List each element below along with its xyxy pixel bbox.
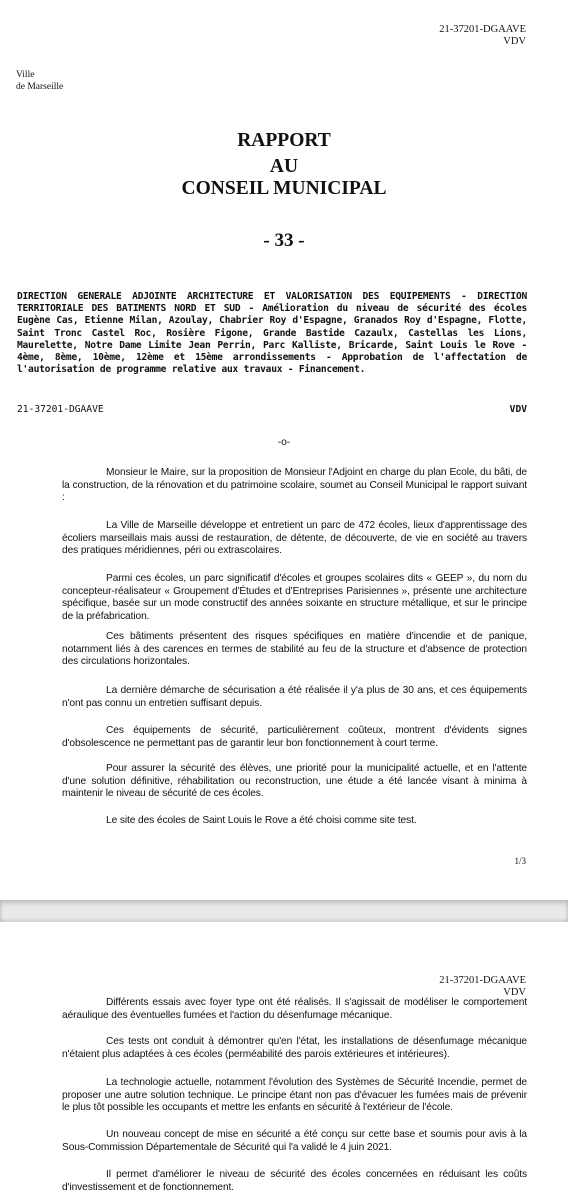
page-number: 1/3 <box>514 856 526 866</box>
city-label-line2: de Marseille <box>16 82 64 92</box>
page-divider <box>0 900 568 922</box>
paragraph: La technologie actuelle, notamment l'évolution des Systèmes de Sécurité Incendie, permet de proposer une autre solution technique. Le principe étant non pas d'évacuer les fumées mais de prévenir le plus tôt possible les occupants et mettre les enfants en sécurité à l'extérieur de l'école. <box>62 1077 527 1114</box>
report-title-line2: AU <box>269 156 299 177</box>
paragraph: Monsieur le Maire, sur la proposition de Monsieur l'Adjoint en charge du plan Ecole, du bâti, de la construction, de la rénovation et du patrimoine scolaire, soumet au Conseil Municipal le rapport suivant : <box>62 467 527 504</box>
paragraph: Ces tests ont conduit à démontrer qu'en l'état, les installations de désenfumage mécanique n'étaient plus adaptées à ces écoles (perméabilité des parois extérieures et intérieures). <box>62 1036 527 1060</box>
paragraph: Différents essais avec foyer type ont été réalisés. Il s'agissait de modéliser le comportement aéraulique des éventuelles fumées et l'action du désenfumage mécanique. <box>62 997 527 1021</box>
paragraph: Parmi ces écoles, un parc significatif d'écoles et groupes scolaires dits « GEEP », du nom du concepteur-réalisateur « Groupement d'Études et d'Entreprises Parisiennes », présente une architecture spécifique, basée sur un mode constructif des années soixante en structure métallique, et sur le principe de la préfabrication. <box>62 573 527 622</box>
paragraph: La Ville de Marseille développe et entretient un parc de 472 écoles, lieux d'apprentissage des écoliers marseillais mais aussi de restauration, de détente, de découverte, de vie en société au travers des pratiques méridiennes, péri ou extrascolaires. <box>62 520 527 557</box>
reference-block <box>439 975 526 999</box>
subject-reference-code: 21-37201-DGAAVE <box>17 404 104 415</box>
paragraph: Il permet d'améliorer le niveau de sécurité des écoles concernées en réduisant les coûts d'investissement et de fonctionnement. <box>62 1169 527 1193</box>
paragraph: Un nouveau concept de mise en sécurité a été conçu sur cette base et soumis pour avis à la Sous-Commission Départementale de Sécurité qui l'a validé le 4 juin 2021. <box>62 1129 527 1153</box>
report-number: - 33 - <box>263 230 305 251</box>
report-title-line3: CONSEIL MUNICIPAL <box>181 178 387 199</box>
paragraph: Le site des écoles de Saint Louis le Rove a été choisi comme site test. <box>106 815 417 826</box>
reference-service: VDV <box>503 987 526 998</box>
paragraph: Ces bâtiments présentent des risques spécifiques en matière d'incendie et de panique, notamment liés à des carences en termes de stabilité au feu de la structure et d'absence de protection des circulations horizontales. <box>62 631 527 668</box>
report-title-line1: RAPPORT <box>237 130 331 151</box>
paragraph: Ces équipements de sécurité, particulièrement coûteux, montrent d'évidents signes d'obsolescence ne permettant pas de garantir leur bon fonctionnement à court terme. <box>62 725 527 749</box>
document-page-2 <box>0 922 568 1200</box>
subject-reference-service: VDV <box>509 404 527 415</box>
reference-service: VDV <box>503 36 526 47</box>
subject-reference-line <box>17 404 527 415</box>
paragraph: La dernière démarche de sécurisation a été réalisée il y'a plus de 30 ans, et ces équipements n'ont pas connu un entretien suffisant depuis. <box>62 685 527 709</box>
report-subject: DIRECTION GENERALE ADJOINTE ARCHITECTURE ET VALORISATION DES EQUIPEMENTS - DIRECTION TERRITORIALE DES BATIMENTS NORD ET SUD - Amélioration du niveau de sécurité des écoles Eugène Cas, Etienne Milan, Azoulay, Chabrier Roy d'Espagne, Granados Roy d'Espagne, Flotte, Saint Tronc Castel Roc, Rosière Figone, Grande Bastide Cazaulx, Castellas les Lions, Maurelette, Notre Dame Limite Jean Perrin, Parc Kalliste, Bricarde, Saint Louis le Rove - 4ème, 8ème, 10ème, 12ème et 15ème arrondissements - Approbation de l'affectation de l'autorisation de programme relative aux travaux - Financement. <box>17 291 527 376</box>
reference-code: 21-37201-DGAAVE <box>439 975 526 986</box>
reference-block <box>439 24 526 48</box>
city-label <box>16 69 63 93</box>
reference-code: 21-37201-DGAAVE <box>439 24 526 35</box>
city-label-line1: Ville <box>16 70 35 80</box>
paragraph: Pour assurer la sécurité des élèves, une priorité pour la municipalité actuelle, et en l'attente d'une solution définitive, réhabilitation ou reconstruction, une étude a été lancée visant à minima à maintenir le niveau de sécurité de ces écoles. <box>62 763 527 800</box>
section-separator: -o- <box>277 437 291 448</box>
